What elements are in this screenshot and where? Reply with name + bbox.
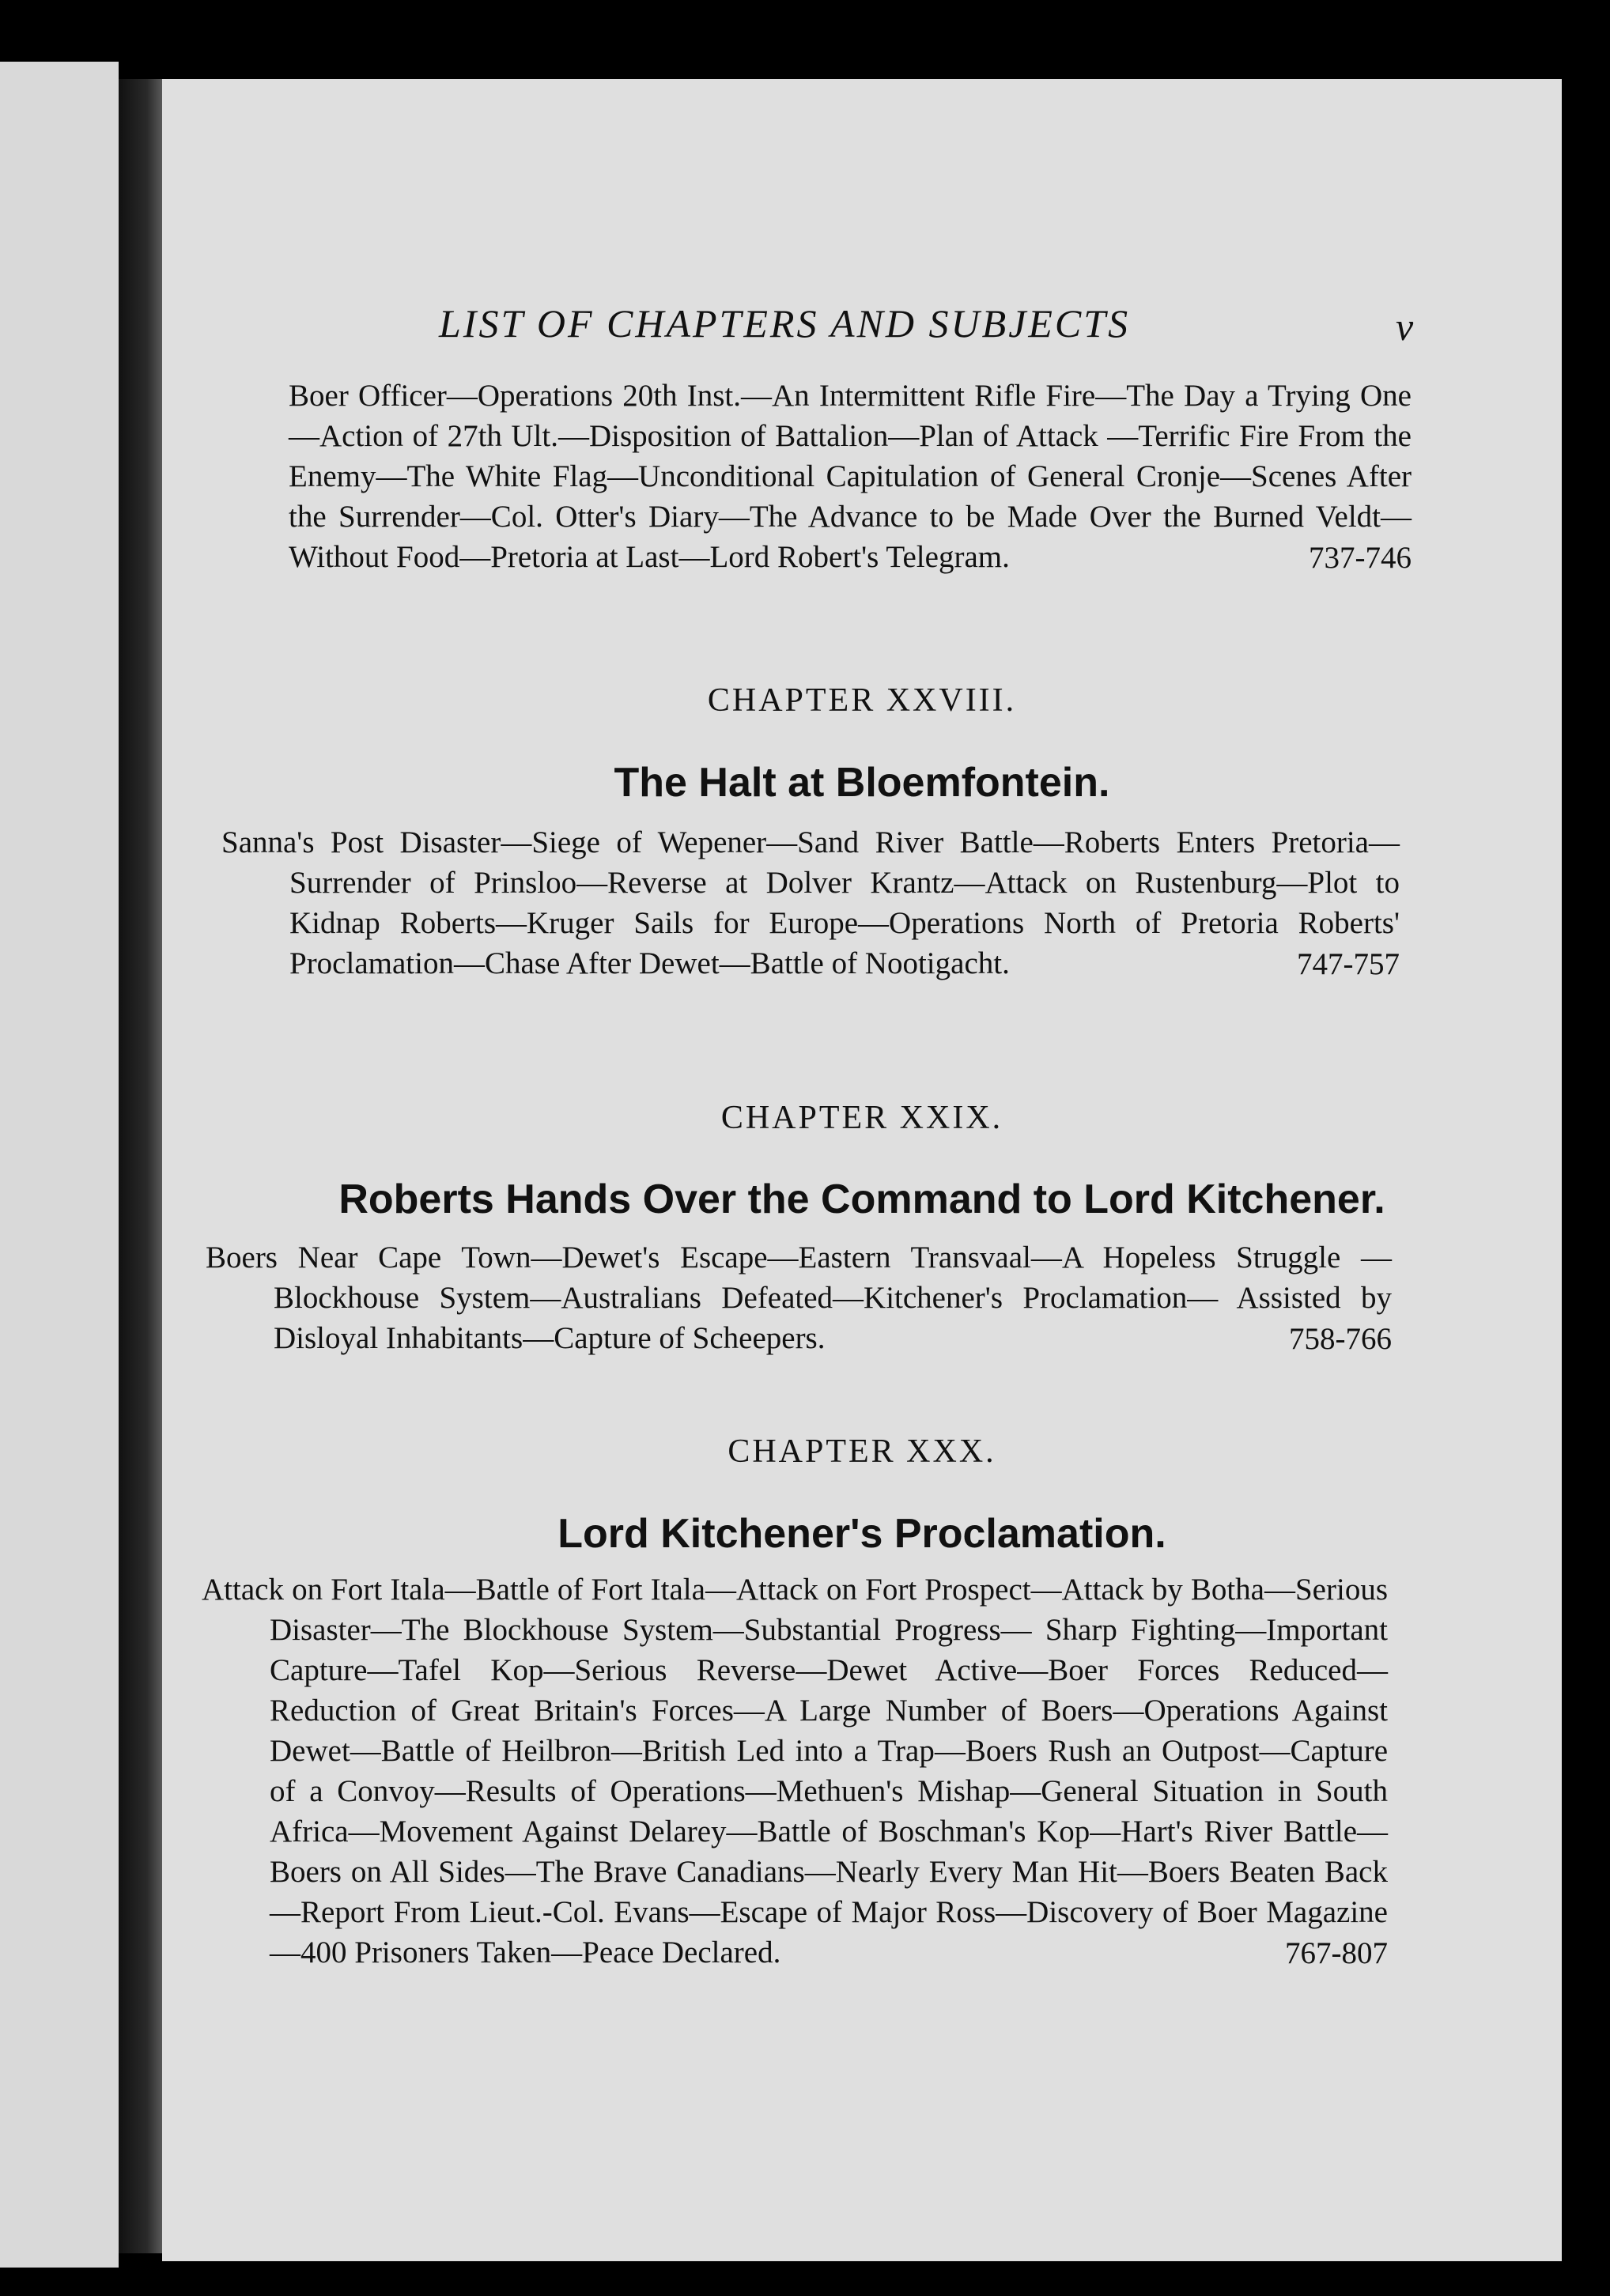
running-head xyxy=(162,300,1562,364)
chapter-number: CHAPTER XXX. xyxy=(728,1433,996,1470)
chapter-title: Roberts Hands Over the Command to Lord Kitchener. xyxy=(338,1176,1385,1222)
entry-pages: 737-746 xyxy=(1309,541,1412,575)
entry-pages: 767-807 xyxy=(1285,1936,1388,1970)
toc-entry-continued xyxy=(289,376,1412,578)
entry-summary: Attack on Fort Itala—Battle of Fort Itala—Attack on Fort Prospect—Attack by Botha—Serious Disaster—The Blockhouse System—Substantial Progress— Sharp Fighting—Important Capture—Tafel Kop—Serious Reverse—Dewet Active—Boer Forces Reduced—Reduction of Great Britain's Forces—A Large Number of Boers—Operations Against Dewet—Battle of Heilbron—British Led into a Trap—Boers Rush an Outpost—Capture of a Convoy—Results of Operations—Methuen's Mishap—General Situation in South Africa—Movement Against Delarey—Battle of Boschman's Kop—Hart's River Battle—Boers on All Sides—The Brave Canadians—Nearly Every Man Hit—Boers Beaten Back—Report From Lieut.-Col. Evans—Escape of Major Ross—Discovery of Boer Magazine—400 Prisoners Taken—Peace Declared. xyxy=(202,1573,1388,1969)
entry-summary: Boers Near Cape Town—Dewet's Escape—Eastern Transvaal—A Hopeless Struggle —Blockhouse System—Australians Defeated—Kitchener's Proclamation— Assisted by Disloyal Inhabitants—Capture of Scheepers. xyxy=(206,1241,1392,1355)
entry-summary: Boer Officer—Operations 20th Inst.—An Intermittent Rifle Fire—The Day a Trying One—Action of 27th Ult.—Disposition of Battalion—Plan of Attack —Terrific Fire From the Enemy—The White Flag—Unconditional Capitulation of General Cronje—Scenes After the Surrender—Col. Otter's Diary—The Advance to be Made Over the Burned Veldt—Without Food—Pretoria at Last—Lord Robert's Telegram. xyxy=(289,379,1412,574)
entry-pages: 758-766 xyxy=(1289,1322,1392,1356)
chapter-title: The Halt at Bloemfontein. xyxy=(614,760,1110,806)
entry-summary: Sanna's Post Disaster—Siege of Wepener—Sand River Battle—Roberts Enters Pretoria—Surrender of Prinsloo—Reverse at Dolver Krantz—Attack on Rustenburg—Plot to Kidnap Roberts—Kruger Sails for Europe—Operations North of Pretoria Roberts' Proclamation—Chase After Dewet—Battle of Nootigacht. xyxy=(221,825,1400,980)
toc-entry xyxy=(202,1569,1388,1973)
previous-page-edge xyxy=(0,62,119,2268)
running-head-title: LIST OF CHAPTERS AND SUBJECTS xyxy=(439,301,1131,346)
book-gutter xyxy=(119,79,166,2253)
chapter-number: CHAPTER XXIX. xyxy=(720,1100,1003,1136)
book-page xyxy=(162,79,1562,2261)
entry-pages: 747-757 xyxy=(1297,947,1400,981)
toc-entry xyxy=(206,1237,1392,1359)
toc-entry xyxy=(221,822,1400,984)
chapter-title: Lord Kitchener's Proclamation. xyxy=(557,1511,1166,1557)
page-number: v xyxy=(1396,304,1414,349)
chapter-number: CHAPTER XXVIII. xyxy=(707,682,1017,719)
